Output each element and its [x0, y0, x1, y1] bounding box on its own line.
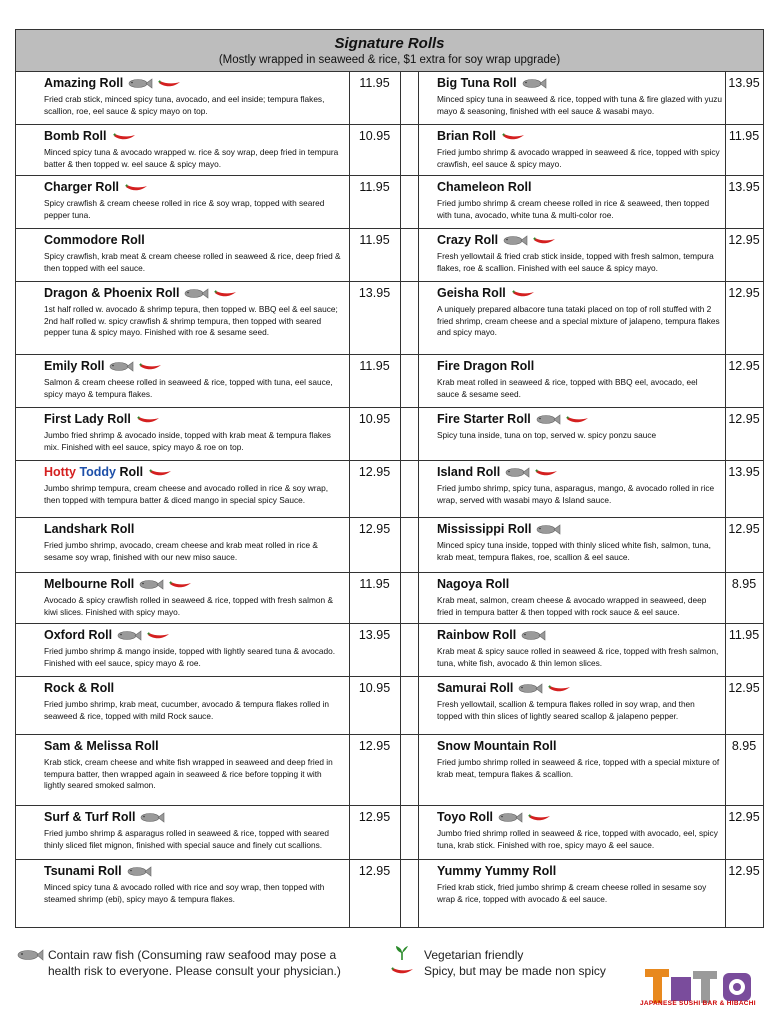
menu-item-description: Minced spicy tuna & avocado wrapped w. rice & soy wrap, deep fried in tempura batter & then topped w. eel sauce & spicy mayo. [44, 147, 339, 169]
menu-item-row [16, 125, 400, 176]
menu-item-name-text: Nagoya Roll [437, 577, 510, 591]
raw-fish-icon [535, 414, 561, 425]
menu-item-name [44, 180, 149, 195]
menu-item-name [44, 129, 137, 144]
menu-item-name [44, 286, 238, 301]
menu-item-row [16, 518, 400, 573]
menu-item-price: 12.95 [728, 359, 760, 373]
menu-item-name [437, 864, 556, 879]
menu-item-description: Jumbo shrimp tempura, cream cheese and avocado rolled in rice & soy wrap, then topped with tempura batter & diced mango in special spicy Sauce. [44, 483, 329, 505]
menu-item-row [400, 461, 763, 518]
menu-item-icons [108, 359, 163, 374]
menu-item-description: Krab stick, cream cheese and white fish wrapped in seaweed and deep fried in tempura batter, then wrapped again in seaweed & rice before topping it with lightly seared smoked salmon. [44, 757, 333, 790]
raw-fish-icon [138, 579, 164, 590]
menu-item-name-text: Tsunami Roll [44, 864, 122, 878]
menu-item-name [437, 465, 559, 480]
menu-subtitle: (Mostly wrapped in seaweed & rice, $1 extra for soy wrap upgrade) [218, 54, 561, 66]
spicy-pepper-icon [137, 361, 163, 372]
menu-item-price: 13.95 [728, 76, 760, 90]
menu-item-description: Krab meat, salmon, cream cheese & avocado wrapped in seaweed, deep fried in tempura batter & then topped with rock sauce & eel sauce. [437, 595, 707, 617]
menu-item-icons [111, 129, 137, 144]
menu-item-icons [502, 233, 557, 248]
menu-item-row [16, 355, 400, 408]
menu-item-name-text: Island Roll [437, 465, 501, 479]
menu-item-description: Jumbo fried shrimp & avocado inside, topped with krab meat & tempura flakes mix. Finished with eel sauce, spicy mayo & roe on top. [44, 430, 331, 452]
menu-item-row [16, 677, 400, 735]
menu-item-name-text: Surf & Turf Roll [44, 810, 136, 824]
toyo-logo [645, 958, 753, 1016]
raw-fish-icon [497, 812, 523, 823]
menu-item-description: Fried krab stick, fried jumbo shrimp & cream cheese rolled in sesame soy wrap & rice, topped with avocado & eel sauce. [437, 882, 707, 904]
menu-item-row [16, 573, 400, 624]
menu-item-name-text: Melbourne Roll [44, 577, 135, 591]
menu-item-name [44, 412, 161, 427]
menu-item-icons [500, 129, 526, 144]
spicy-pepper-icon [167, 579, 193, 590]
raw-fish-icon [183, 288, 209, 299]
right-gutter-divider [418, 72, 419, 927]
menu-item-row [400, 229, 763, 282]
menu-item-description: 1st half rolled w. avocado & shrimp tepura, then topped w. BBQ eel & eel sauce; 2nd half rolled w. spicy crawfish & shrimp tempura, then topped with seared pepper tuna & spicy mayo. Finished with roe & sesame seed. [44, 304, 338, 337]
logo-tagline: JAPANESE SUSHI BAR & HIBACHI [640, 1000, 756, 1007]
spicy-pepper-icon [156, 78, 182, 89]
menu-item-name [437, 522, 564, 537]
menu-item-name [437, 286, 536, 301]
menu-item-name-text: Geisha Roll [437, 286, 506, 300]
menu-item-row [16, 176, 400, 229]
vegetarian-leaf-icon [394, 945, 410, 961]
menu-item-icons [497, 810, 552, 825]
menu-item-name [44, 577, 193, 592]
spicy-pepper-icon [546, 683, 572, 694]
menu-item-name [437, 810, 552, 825]
menu-item-name-text: Fire Dragon Roll [437, 359, 535, 373]
menu-item-row [16, 282, 400, 355]
menu-item-name [44, 681, 114, 696]
menu-item-icons [535, 522, 564, 537]
menu-item-description: Spicy crawfish & cream cheese rolled in rice & soy wrap, topped with seared pepper tuna. [44, 198, 325, 220]
menu-item-icons [127, 76, 182, 91]
menu-item-price: 12.95 [728, 681, 760, 695]
menu-item-row [16, 461, 400, 518]
menu-item-name-text: Mississippi Roll [437, 522, 532, 536]
menu-item-description: Spicy crawfish, krab meat & cream cheese rolled in seaweed & rice, deep fried & then topped with eel sauce. [44, 251, 341, 273]
menu-item-row [400, 72, 763, 125]
spicy-pepper-icon [526, 812, 552, 823]
menu-item-price: 12.95 [728, 810, 760, 824]
menu-item-icons [116, 628, 171, 643]
menu-item-name-text: Crazy Roll [437, 233, 499, 247]
menu-item-icons [520, 628, 549, 643]
menu-item-name-text: Big Tuna Roll [437, 76, 517, 90]
menu-item-description: Fried jumbo shrimp, avocado, cream cheese and krab meat rolled in rice & sesame soy wrap, finished with our new miso sauce. [44, 540, 318, 562]
spicy-pepper-icon [111, 131, 137, 142]
menu-item-description: Minced spicy tuna inside, topped with thinly sliced white fish, salmon, tuna, krab meat, tempura flakes, roe, scallion & eel sauce. [437, 540, 711, 562]
right-price-divider [725, 72, 726, 927]
menu-item-name-text: Commodore Roll [44, 233, 145, 247]
left-price-divider [349, 72, 350, 927]
spicy-pepper-icon [531, 235, 557, 246]
raw-fish-icon [521, 78, 547, 89]
menu-item-name [437, 180, 531, 195]
menu-item-name [44, 233, 145, 248]
menu-item-name [437, 628, 549, 643]
menu-item-price: 10.95 [358, 129, 391, 143]
signature-rolls-menu [15, 29, 764, 928]
menu-item-icons [183, 286, 238, 301]
menu-item-price: 11.95 [728, 129, 760, 143]
menu-item-icons [504, 465, 559, 480]
menu-item-name [44, 465, 173, 480]
menu-item-name-part3: Roll [119, 465, 144, 479]
menu-item-name-text: Sam & Melissa Roll [44, 739, 159, 753]
menu-item-name [44, 359, 163, 374]
legend-spicy: Spicy, but may be made non spicy [424, 964, 606, 978]
menu-item-name-text: Yummy Yummy Roll [437, 864, 557, 878]
menu-item-row [400, 860, 763, 922]
menu-item-name-text: Dragon & Phoenix Roll [44, 286, 180, 300]
menu-item-name-part2: Toddy [79, 465, 117, 479]
menu-body [16, 72, 763, 927]
menu-item-icons [123, 180, 149, 195]
menu-item-price: 12.95 [358, 522, 391, 536]
menu-item-name-text: Samurai Roll [437, 681, 514, 695]
menu-item-price: 11.95 [359, 76, 390, 90]
menu-header [16, 30, 763, 72]
legend-raw-fish-line1: Contain raw fish (Consuming raw seafood may pose a [48, 948, 337, 962]
menu-item-description: Avocado & spicy crawfish rolled in seaweed & rice, topped with fresh salmon & kiwi slices. Finished with spicy mayo. [44, 595, 333, 617]
menu-item-price: 13.95 [728, 180, 760, 194]
menu-item-icons [135, 412, 161, 427]
menu-item-name-text: Snow Mountain Roll [437, 739, 557, 753]
menu-title: Signature Rolls [334, 35, 445, 52]
menu-item-name [437, 233, 557, 248]
menu-item-name [44, 522, 134, 537]
menu-item-description: Jumbo fried shrimp rolled in seaweed & rice, topped with avocado, eel, spicy tuna, krab stick. Finished with roe, spicy mayo & eel sauce. [437, 828, 718, 850]
spicy-pepper-icon [147, 467, 173, 478]
raw-fish-icon [504, 467, 530, 478]
menu-item-price: 8.95 [731, 577, 757, 591]
menu-item-name-text: Emily Roll [44, 359, 105, 373]
left-column [16, 72, 400, 927]
menu-item-price: 12.95 [358, 810, 391, 824]
menu-item-name-text: Amazing Roll [44, 76, 124, 90]
menu-item-icons [126, 864, 155, 879]
menu-item-name [44, 76, 182, 91]
menu-item-price: 11.95 [359, 233, 390, 247]
menu-item-name-text: First Lady Roll [44, 412, 131, 426]
menu-item-price: 12.95 [728, 522, 760, 536]
menu-item-description: Minced spicy tuna in seaweed & rice, topped with tuna & fire glazed with yuzu mayo & seasoning, finished with eel sauce & wasabi mayo. [437, 94, 723, 116]
spicy-pepper-icon [533, 467, 559, 478]
menu-item-price: 11.95 [728, 628, 760, 642]
menu-item-price: 11.95 [359, 359, 390, 373]
menu-item-icons [138, 577, 193, 592]
spicy-pepper-icon [500, 131, 526, 142]
spicy-pepper-icon [564, 414, 590, 425]
menu-item-name-text: Rock & Roll [44, 681, 115, 695]
menu-item-icons [139, 810, 168, 825]
menu-item-name-text: Toyo Roll [437, 810, 494, 824]
raw-fish-icon [16, 949, 44, 961]
menu-item-row [400, 125, 763, 176]
menu-item-description: Fried jumbo shrimp, spicy tuna, asparagus, mango, & avocado rolled in rice wrap, served with wasabi mayo & Island sauce. [437, 483, 715, 505]
menu-item-price: 10.95 [358, 681, 391, 695]
raw-fish-icon [535, 524, 561, 535]
legend-raw-fish-line2: health risk to everyone. Please consult your physician.) [48, 964, 341, 978]
menu-item-name-text: Landshark Roll [44, 522, 135, 536]
menu-item-price: 12.95 [728, 233, 760, 247]
menu-item-price: 12.95 [728, 412, 760, 426]
menu-item-description: Salmon & cream cheese rolled in seaweed & rice, topped with tuna, eel sauce, spicy mayo & tempura flakes. [44, 377, 333, 399]
spicy-pepper-icon [135, 414, 161, 425]
legend-vegetarian: Vegetarian friendly [424, 948, 524, 962]
raw-fish-icon [126, 866, 152, 877]
menu-item-price: 12.95 [358, 465, 391, 479]
menu-item-price: 11.95 [359, 577, 390, 591]
menu-item-row [400, 282, 763, 355]
spicy-pepper-icon [389, 965, 415, 976]
menu-item-icons [510, 286, 536, 301]
menu-item-row [400, 806, 763, 860]
menu-item-name-text: Bomb Roll [44, 129, 107, 143]
menu-item-row [16, 860, 400, 922]
menu-item-icons [535, 412, 590, 427]
menu-item-name [44, 739, 159, 754]
menu-item-name [44, 628, 171, 643]
menu-item-icons [521, 76, 550, 91]
menu-item-name [437, 76, 550, 91]
menu-item-name-text: Fire Starter Roll [437, 412, 531, 426]
menu-item-price: 13.95 [358, 628, 391, 642]
raw-fish-icon [517, 683, 543, 694]
menu-item-name [437, 577, 509, 592]
menu-item-description: Fried crab stick, minced spicy tuna, avocado, and eel inside; tempura flakes, scallion, roe, eel sauce & spicy mayo on top. [44, 94, 325, 116]
raw-fish-icon [502, 235, 528, 246]
raw-fish-icon [108, 361, 134, 372]
menu-item-name-text: Oxford Roll [44, 628, 113, 642]
raw-fish-icon [520, 630, 546, 641]
spicy-pepper-icon [212, 288, 238, 299]
menu-item-row [16, 806, 400, 860]
menu-item-name [437, 412, 590, 427]
menu-item-description: Fried jumbo shrimp & avocado wrapped in seaweed & rice, topped with spicy crawfish, eel sauce & spicy mayo. [437, 147, 720, 169]
menu-item-description: Fried jumbo shrimp & asparagus rolled in seaweed & rice, topped with seared thinly sliced filet mignon, finished with special sauce and finely cut scallions. [44, 828, 330, 850]
menu-item-row [16, 72, 400, 125]
menu-item-row [16, 408, 400, 461]
column-divider [400, 72, 401, 927]
menu-item-price: 12.95 [358, 739, 391, 753]
menu-item-price: 11.95 [359, 180, 390, 194]
menu-item-description: Krab meat rolled in seaweed & rice, topped with BBQ eel, avocado, eel sauce & sesame seed. [437, 377, 698, 399]
menu-item-description: Fresh yellowtail, scallion & tempura flakes rolled in soy wrap, and then topped with thin slices of lightly seared scallop & jalapeno pepper. [437, 699, 695, 721]
menu-item-row [400, 176, 763, 229]
menu-item-icons [517, 681, 572, 696]
menu-item-row [400, 355, 763, 408]
menu-item-price: 12.95 [728, 286, 760, 300]
menu-item-price: 13.95 [728, 465, 760, 479]
menu-item-description: A uniquely prepared albacore tuna tataki placed on top of roll stuffed with 2 fried shrimp, cream cheese and a special mixture of jalapeno, tempura flakes and spicy mayo. [437, 304, 720, 337]
menu-item-name [437, 129, 526, 144]
menu-item-description: Krab meat & spicy sauce rolled in seaweed & rice, topped with fresh salmon, tuna, white fish, avocado & thin lemon slices. [437, 646, 719, 668]
menu-item-description: Fried jumbo shrimp & cream cheese rolled in rice & seaweed, then topped with tuna, avocado, white tuna & multi-color roe. [437, 198, 710, 220]
right-column [400, 72, 763, 927]
menu-item-name-text: Rainbow Roll [437, 628, 517, 642]
raw-fish-icon [139, 812, 165, 823]
menu-item-name-text: Charger Roll [44, 180, 120, 194]
menu-item-name [44, 810, 168, 825]
menu-item-price: 8.95 [731, 739, 757, 753]
menu-item-name-text: Brian Roll [437, 129, 497, 143]
menu-item-price: 12.95 [728, 864, 760, 878]
spicy-pepper-icon [123, 182, 149, 193]
menu-item-price: 12.95 [358, 864, 391, 878]
menu-item-name [44, 864, 155, 879]
menu-item-description: Minced spicy tuna & avocado rolled with rice and soy wrap, then topped with steamed shrimp (ebi), spicy mayo & tempura flakes. [44, 882, 325, 904]
menu-item-row [16, 229, 400, 282]
menu-item-row [400, 518, 763, 573]
menu-item-row [400, 408, 763, 461]
menu-item-row [400, 677, 763, 735]
menu-item-icons [147, 465, 173, 480]
menu-item-row [400, 735, 763, 806]
menu-item-description: Fried jumbo shrimp & mango inside, topped with lightly seared tuna & avocado. Finished with eel sauce, spicy mayo & roe. [44, 646, 336, 668]
menu-item-name-part1: Hotty [44, 465, 76, 479]
spicy-pepper-icon [510, 288, 536, 299]
menu-item-description: Fried jumbo shrimp, krab meat, cucumber, avocado & tempura flakes rolled in seaweed & rice, topped with mild Rock sauce. [44, 699, 329, 721]
menu-item-row [16, 735, 400, 806]
menu-item-name [437, 681, 572, 696]
raw-fish-icon [116, 630, 142, 641]
raw-fish-icon [127, 78, 153, 89]
menu-item-row [16, 624, 400, 677]
menu-item-row [400, 573, 763, 624]
menu-item-description: Fresh yellowtail & fried crab stick inside, topped with fresh salmon, tempura flakes, roe & scallion. Finished with eel sauce & spicy mayo. [437, 251, 714, 273]
menu-item-description: Spicy tuna inside, tuna on top, served w. spicy ponzu sauce [437, 430, 657, 440]
spicy-pepper-icon [145, 630, 171, 641]
menu-item-name-text: Chameleon Roll [437, 180, 532, 194]
menu-item-price: 10.95 [358, 412, 391, 426]
menu-item-price: 13.95 [358, 286, 391, 300]
menu-item-description: Fried jumbo shrimp rolled in seaweed & rice, topped with a special mixture of krab meat, tempura flakes & scallion. [437, 757, 720, 779]
menu-item-row [400, 624, 763, 677]
menu-item-name [437, 739, 556, 754]
menu-item-name [437, 359, 534, 374]
